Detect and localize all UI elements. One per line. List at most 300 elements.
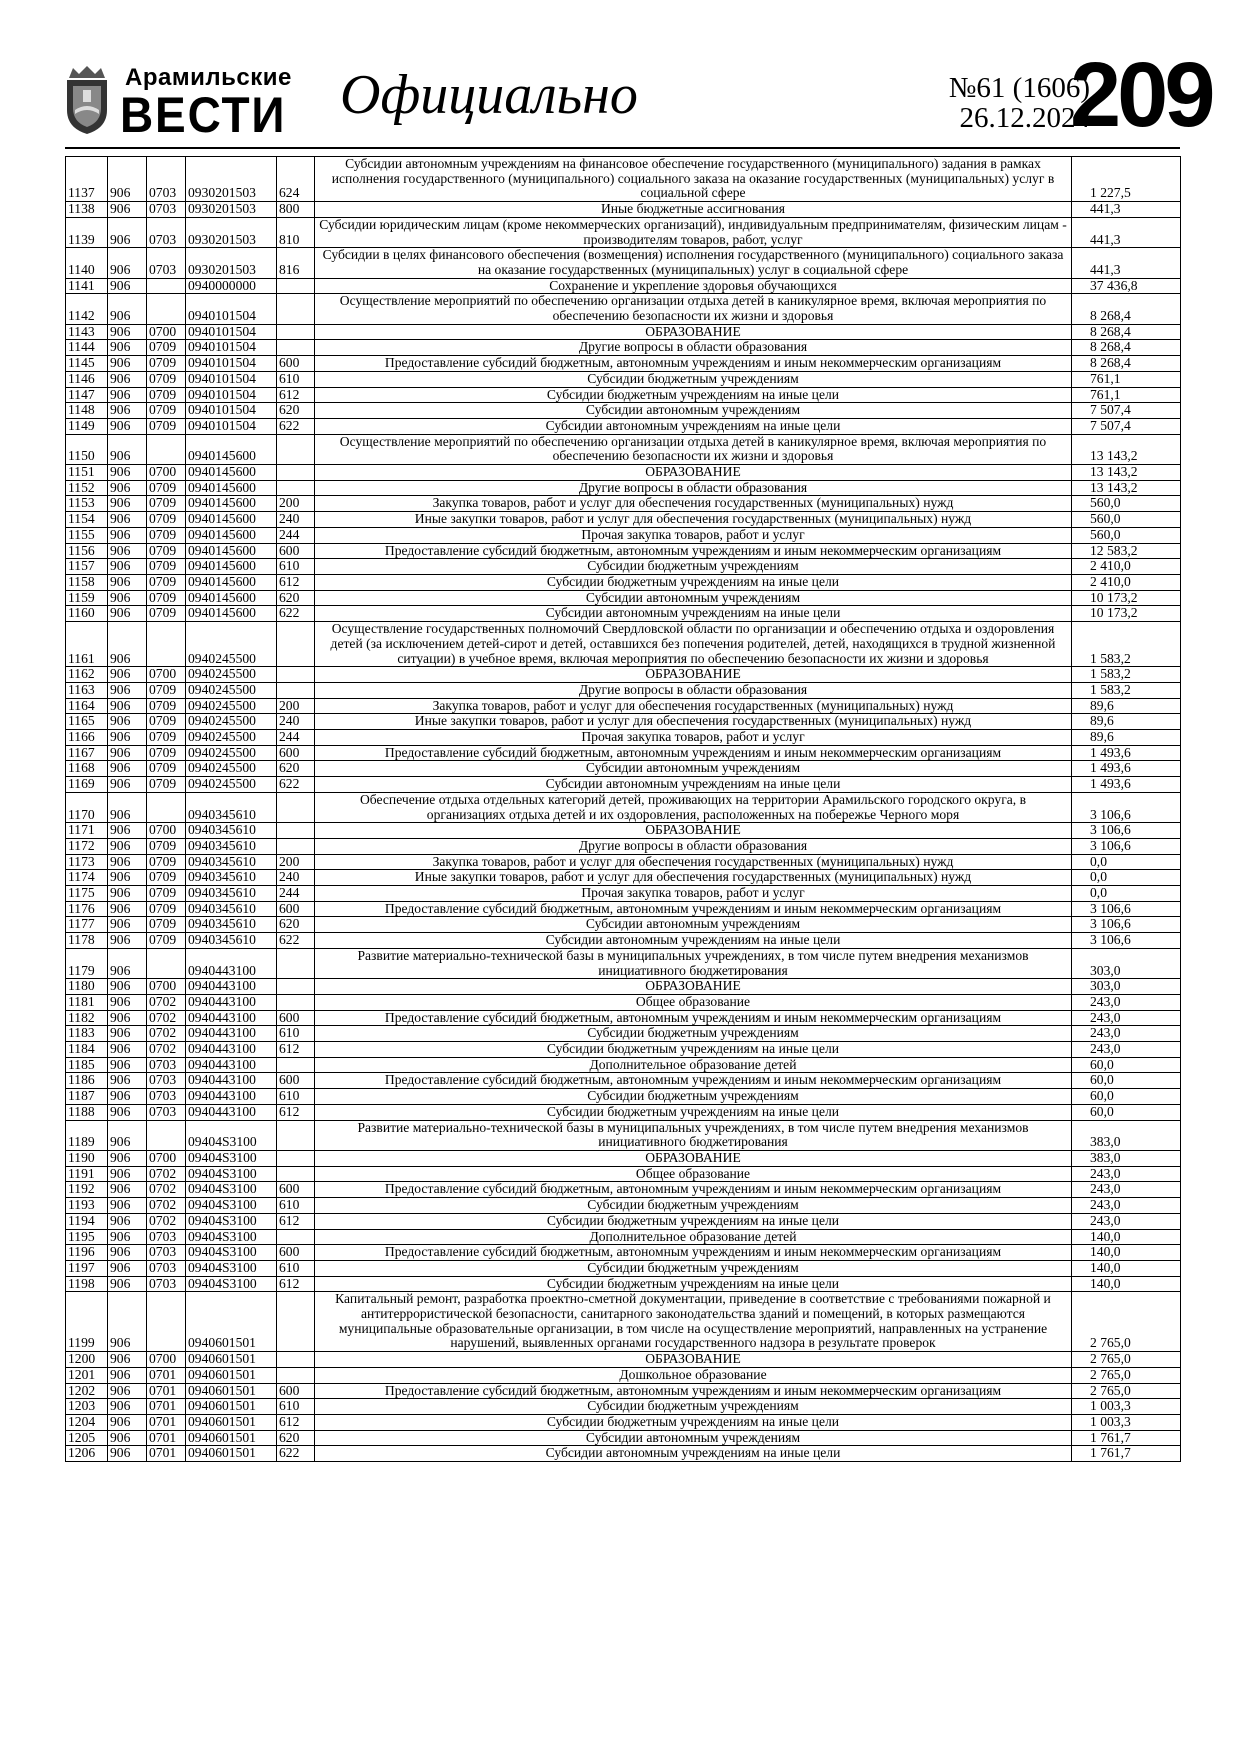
section-code-cell: 0700 xyxy=(147,324,186,340)
description-cell: Общее образование xyxy=(315,1166,1072,1182)
ministry-code-cell: 906 xyxy=(108,622,147,667)
target-article-code-cell: 0940245500 xyxy=(186,730,277,746)
section-code-cell: 0709 xyxy=(147,574,186,590)
table-row xyxy=(66,1229,1181,1245)
expense-type-code-cell xyxy=(277,324,315,340)
section-code-cell: 0702 xyxy=(147,1042,186,1058)
target-article-code-cell: 0940443100 xyxy=(186,1042,277,1058)
description-cell: Прочая закупка товаров, работ и услуг xyxy=(315,730,1072,746)
ministry-code-cell: 906 xyxy=(108,1213,147,1229)
row-number-cell: 1152 xyxy=(66,480,108,496)
description-cell: Развитие материально-технической базы в муниципальных учреждениях, в том числе путем внедрения механизмов инициативного бюджетирования xyxy=(315,948,1072,978)
expense-type-code-cell xyxy=(277,1367,315,1383)
description-cell: Субсидии бюджетным учреждениям на иные цели xyxy=(315,1213,1072,1229)
row-number-cell: 1165 xyxy=(66,714,108,730)
amount-cell: 10 173,2 xyxy=(1072,606,1181,622)
ministry-code-cell: 906 xyxy=(108,480,147,496)
expense-type-code-cell xyxy=(277,823,315,839)
expense-type-code-cell: 610 xyxy=(277,559,315,575)
amount-cell: 0,0 xyxy=(1072,870,1181,886)
description-cell: Предоставление субсидий бюджетным, автономным учреждениям и иным некоммерческим организациям xyxy=(315,1073,1072,1089)
table-row xyxy=(66,1245,1181,1261)
section-code-cell: 0709 xyxy=(147,886,186,902)
ministry-code-cell: 906 xyxy=(108,1166,147,1182)
amount-cell: 2 765,0 xyxy=(1072,1383,1181,1399)
expense-type-code-cell: 610 xyxy=(277,1089,315,1105)
section-code-cell: 0709 xyxy=(147,590,186,606)
amount-cell: 560,0 xyxy=(1072,527,1181,543)
section-code-cell: 0702 xyxy=(147,1198,186,1214)
target-article-code-cell: 0940601501 xyxy=(186,1352,277,1368)
description-cell: Осуществление мероприятий по обеспечению организации отдыха детей в каникулярное время, включая мероприятия по обеспечению безопасности их жизни и здоровья xyxy=(315,294,1072,324)
target-article-code-cell: 0940145600 xyxy=(186,496,277,512)
ministry-code-cell: 906 xyxy=(108,217,147,247)
section-code-cell: 0701 xyxy=(147,1367,186,1383)
target-article-code-cell: 0940145600 xyxy=(186,527,277,543)
row-number-cell: 1146 xyxy=(66,371,108,387)
amount-cell: 2 765,0 xyxy=(1072,1352,1181,1368)
row-number-cell: 1177 xyxy=(66,917,108,933)
amount-cell: 140,0 xyxy=(1072,1276,1181,1292)
description-cell: Субсидии автономным учреждениям на иные цели xyxy=(315,777,1072,793)
description-cell: Закупка товаров, работ и услуг для обеспечения государственных (муниципальных) нужд xyxy=(315,854,1072,870)
amount-cell: 89,6 xyxy=(1072,698,1181,714)
description-cell: Субсидии бюджетным учреждениям xyxy=(315,1026,1072,1042)
expense-type-code-cell: 622 xyxy=(277,418,315,434)
ministry-code-cell: 906 xyxy=(108,979,147,995)
amount-cell: 761,1 xyxy=(1072,387,1181,403)
row-number-cell: 1150 xyxy=(66,434,108,464)
section-code-cell: 0709 xyxy=(147,496,186,512)
target-article-code-cell: 09404S3100 xyxy=(186,1151,277,1167)
ministry-code-cell: 906 xyxy=(108,1120,147,1150)
expense-type-code-cell xyxy=(277,622,315,667)
table-row xyxy=(66,948,1181,978)
target-article-code-cell: 0940601501 xyxy=(186,1367,277,1383)
section-code-cell xyxy=(147,278,186,294)
row-number-cell: 1156 xyxy=(66,543,108,559)
amount-cell: 12 583,2 xyxy=(1072,543,1181,559)
section-code-cell: 0700 xyxy=(147,465,186,481)
target-article-code-cell: 0940601501 xyxy=(186,1383,277,1399)
section-code-cell xyxy=(147,294,186,324)
row-number-cell: 1168 xyxy=(66,761,108,777)
amount-cell: 60,0 xyxy=(1072,1104,1181,1120)
ministry-code-cell: 906 xyxy=(108,1383,147,1399)
amount-cell: 1 761,7 xyxy=(1072,1446,1181,1462)
ministry-code-cell: 906 xyxy=(108,730,147,746)
expense-type-code-cell xyxy=(277,838,315,854)
section-code-cell: 0709 xyxy=(147,698,186,714)
description-cell: Субсидии бюджетным учреждениям на иные цели xyxy=(315,1414,1072,1430)
amount-cell: 8 268,4 xyxy=(1072,324,1181,340)
row-number-cell: 1185 xyxy=(66,1057,108,1073)
row-number-cell: 1137 xyxy=(66,157,108,202)
target-article-code-cell: 0930201503 xyxy=(186,157,277,202)
table-row xyxy=(66,403,1181,419)
expense-type-code-cell: 622 xyxy=(277,1446,315,1462)
description-cell: Субсидии автономным учреждениям xyxy=(315,403,1072,419)
target-article-code-cell: 0940443100 xyxy=(186,979,277,995)
amount-cell: 13 143,2 xyxy=(1072,465,1181,481)
description-cell: Прочая закупка товаров, работ и услуг xyxy=(315,886,1072,902)
section-code-cell: 0709 xyxy=(147,418,186,434)
section-code-cell: 0709 xyxy=(147,559,186,575)
ministry-code-cell: 906 xyxy=(108,1073,147,1089)
description-cell: Иные закупки товаров, работ и услуг для обеспечения государственных (муниципальных) нужд xyxy=(315,512,1072,528)
amount-cell: 1 583,2 xyxy=(1072,667,1181,683)
expense-type-code-cell xyxy=(277,1352,315,1368)
amount-cell: 560,0 xyxy=(1072,512,1181,528)
section-code-cell: 0700 xyxy=(147,979,186,995)
table-row xyxy=(66,217,1181,247)
section-code-cell: 0702 xyxy=(147,1166,186,1182)
section-code-cell: 0709 xyxy=(147,917,186,933)
expense-type-code-cell xyxy=(277,979,315,995)
row-number-cell: 1158 xyxy=(66,574,108,590)
table-row xyxy=(66,917,1181,933)
description-cell: Закупка товаров, работ и услуг для обеспечения государственных (муниципальных) нужд xyxy=(315,496,1072,512)
amount-cell: 243,0 xyxy=(1072,1010,1181,1026)
amount-cell: 303,0 xyxy=(1072,979,1181,995)
row-number-cell: 1153 xyxy=(66,496,108,512)
row-number-cell: 1191 xyxy=(66,1166,108,1182)
target-article-code-cell: 0940101504 xyxy=(186,294,277,324)
expense-type-code-cell: 240 xyxy=(277,512,315,528)
section-code-cell: 0703 xyxy=(147,202,186,218)
target-article-code-cell: 0940245500 xyxy=(186,745,277,761)
table-row xyxy=(66,792,1181,822)
amount-cell: 10 173,2 xyxy=(1072,590,1181,606)
ministry-code-cell: 906 xyxy=(108,682,147,698)
row-number-cell: 1143 xyxy=(66,324,108,340)
ministry-code-cell: 906 xyxy=(108,1260,147,1276)
section-code-cell: 0703 xyxy=(147,1245,186,1261)
table-row xyxy=(66,823,1181,839)
ministry-code-cell: 906 xyxy=(108,1245,147,1261)
description-cell: Субсидии автономным учреждениям на финансовое обеспечение государственного (муниципального) задания в рамках исполнения государственного (муниципального) социального заказа на оказание государственных (муниципальных) услуг в социальной сфере xyxy=(315,157,1072,202)
amount-cell: 1 583,2 xyxy=(1072,622,1181,667)
target-article-code-cell: 0940443100 xyxy=(186,1089,277,1105)
expense-type-code-cell xyxy=(277,1057,315,1073)
description-cell: Субсидии автономным учреждениям на иные цели xyxy=(315,606,1072,622)
ministry-code-cell: 906 xyxy=(108,1414,147,1430)
target-article-code-cell: 09404S3100 xyxy=(186,1166,277,1182)
expense-type-code-cell xyxy=(277,667,315,683)
amount-cell: 441,3 xyxy=(1072,248,1181,278)
table-row xyxy=(66,1276,1181,1292)
expense-type-code-cell: 612 xyxy=(277,1414,315,1430)
amount-cell: 8 268,4 xyxy=(1072,294,1181,324)
section-code-cell: 0709 xyxy=(147,403,186,419)
expense-type-code-cell: 600 xyxy=(277,745,315,761)
expense-type-code-cell: 622 xyxy=(277,933,315,949)
row-number-cell: 1172 xyxy=(66,838,108,854)
section-code-cell: 0700 xyxy=(147,667,186,683)
description-cell: Сохранение и укрепление здоровья обучающихся xyxy=(315,278,1072,294)
ministry-code-cell: 906 xyxy=(108,777,147,793)
ministry-code-cell: 906 xyxy=(108,1057,147,1073)
row-number-cell: 1205 xyxy=(66,1430,108,1446)
section-code-cell: 0701 xyxy=(147,1414,186,1430)
target-article-code-cell: 0940145600 xyxy=(186,590,277,606)
ministry-code-cell: 906 xyxy=(108,917,147,933)
table-row xyxy=(66,1430,1181,1446)
table-row xyxy=(66,324,1181,340)
description-cell: Предоставление субсидий бюджетным, автономным учреждениям и иным некоммерческим организациям xyxy=(315,543,1072,559)
expense-type-code-cell: 622 xyxy=(277,777,315,793)
target-article-code-cell: 0940443100 xyxy=(186,1057,277,1073)
section-code-cell: 0701 xyxy=(147,1430,186,1446)
ministry-code-cell: 906 xyxy=(108,933,147,949)
amount-cell: 60,0 xyxy=(1072,1057,1181,1073)
ministry-code-cell: 906 xyxy=(108,823,147,839)
row-number-cell: 1159 xyxy=(66,590,108,606)
target-article-code-cell: 0940101504 xyxy=(186,418,277,434)
amount-cell: 383,0 xyxy=(1072,1120,1181,1150)
section-code-cell: 0702 xyxy=(147,994,186,1010)
expense-type-code-cell: 612 xyxy=(277,1213,315,1229)
ministry-code-cell: 906 xyxy=(108,994,147,1010)
table-row xyxy=(66,730,1181,746)
table-row xyxy=(66,574,1181,590)
amount-cell: 243,0 xyxy=(1072,1042,1181,1058)
target-article-code-cell: 0940245500 xyxy=(186,622,277,667)
target-article-code-cell: 0940101504 xyxy=(186,324,277,340)
section-code-cell xyxy=(147,1120,186,1150)
expense-type-code-cell: 600 xyxy=(277,1245,315,1261)
row-number-cell: 1198 xyxy=(66,1276,108,1292)
section-code-cell: 0709 xyxy=(147,387,186,403)
ministry-code-cell: 906 xyxy=(108,403,147,419)
row-number-cell: 1160 xyxy=(66,606,108,622)
section-code-cell: 0701 xyxy=(147,1446,186,1462)
expense-type-code-cell: 244 xyxy=(277,527,315,543)
amount-cell: 243,0 xyxy=(1072,1166,1181,1182)
target-article-code-cell: 0930201503 xyxy=(186,248,277,278)
amount-cell: 3 106,6 xyxy=(1072,917,1181,933)
section-code-cell: 0703 xyxy=(147,1260,186,1276)
target-article-code-cell: 0940345610 xyxy=(186,917,277,933)
expense-type-code-cell: 800 xyxy=(277,202,315,218)
row-number-cell: 1206 xyxy=(66,1446,108,1462)
expense-type-code-cell xyxy=(277,480,315,496)
target-article-code-cell: 0940345610 xyxy=(186,792,277,822)
row-number-cell: 1173 xyxy=(66,854,108,870)
target-article-code-cell: 0940245500 xyxy=(186,714,277,730)
expense-type-code-cell: 612 xyxy=(277,387,315,403)
ministry-code-cell: 906 xyxy=(108,157,147,202)
amount-cell: 243,0 xyxy=(1072,1026,1181,1042)
section-code-cell: 0709 xyxy=(147,480,186,496)
table-row xyxy=(66,1399,1181,1415)
section-code-cell: 0709 xyxy=(147,730,186,746)
amount-cell: 243,0 xyxy=(1072,1198,1181,1214)
ministry-code-cell: 906 xyxy=(108,559,147,575)
row-number-cell: 1182 xyxy=(66,1010,108,1026)
description-cell: Субсидии бюджетным учреждениям xyxy=(315,1399,1072,1415)
table-row xyxy=(66,1352,1181,1368)
row-number-cell: 1171 xyxy=(66,823,108,839)
target-article-code-cell: 0940601501 xyxy=(186,1292,277,1352)
amount-cell: 89,6 xyxy=(1072,730,1181,746)
description-cell: Дошкольное образование xyxy=(315,1367,1072,1383)
description-cell: ОБРАЗОВАНИЕ xyxy=(315,667,1072,683)
target-article-code-cell: 0940601501 xyxy=(186,1430,277,1446)
row-number-cell: 1190 xyxy=(66,1151,108,1167)
table-row xyxy=(66,838,1181,854)
description-cell: Субсидии бюджетным учреждениям на иные цели xyxy=(315,1104,1072,1120)
expense-type-code-cell xyxy=(277,1229,315,1245)
expense-type-code-cell: 600 xyxy=(277,1182,315,1198)
section-code-cell: 0709 xyxy=(147,901,186,917)
ministry-code-cell: 906 xyxy=(108,838,147,854)
ministry-code-cell: 906 xyxy=(108,1292,147,1352)
ministry-code-cell: 906 xyxy=(108,901,147,917)
target-article-code-cell: 0940245500 xyxy=(186,777,277,793)
description-cell: Предоставление субсидий бюджетным, автономным учреждениям и иным некоммерческим организациям xyxy=(315,745,1072,761)
issue-date: 26.12.2024 xyxy=(959,102,1090,134)
row-number-cell: 1141 xyxy=(66,278,108,294)
amount-cell: 441,3 xyxy=(1072,202,1181,218)
ministry-code-cell: 906 xyxy=(108,278,147,294)
target-article-code-cell: 0940145600 xyxy=(186,574,277,590)
target-article-code-cell: 0940601501 xyxy=(186,1446,277,1462)
description-cell: Предоставление субсидий бюджетным, автономным учреждениям и иным некоммерческим организациям xyxy=(315,356,1072,372)
description-cell: Предоставление субсидий бюджетным, автономным учреждениям и иным некоммерческим организациям xyxy=(315,1383,1072,1399)
row-number-cell: 1189 xyxy=(66,1120,108,1150)
expense-type-code-cell: 610 xyxy=(277,1198,315,1214)
target-article-code-cell: 0940145600 xyxy=(186,559,277,575)
description-cell: Субсидии бюджетным учреждениям на иные цели xyxy=(315,387,1072,403)
section-code-cell: 0703 xyxy=(147,1276,186,1292)
target-article-code-cell: 0940443100 xyxy=(186,1073,277,1089)
section-code-cell xyxy=(147,1292,186,1352)
description-cell: Осуществление мероприятий по обеспечению организации отдыха детей в каникулярное время, включая мероприятия по обеспечению безопасности их жизни и здоровья xyxy=(315,434,1072,464)
description-cell: Дополнительное образование детей xyxy=(315,1057,1072,1073)
description-cell: Субсидии бюджетным учреждениям xyxy=(315,371,1072,387)
table-row xyxy=(66,1166,1181,1182)
ministry-code-cell: 906 xyxy=(108,948,147,978)
ministry-code-cell: 906 xyxy=(108,1229,147,1245)
header-rule xyxy=(65,147,1180,149)
target-article-code-cell: 0940000000 xyxy=(186,278,277,294)
target-article-code-cell: 0940443100 xyxy=(186,994,277,1010)
ministry-code-cell: 906 xyxy=(108,606,147,622)
target-article-code-cell: 0940245500 xyxy=(186,667,277,683)
description-cell: Предоставление субсидий бюджетным, автономным учреждениям и иным некоммерческим организациям xyxy=(315,1245,1072,1261)
section-code-cell: 0709 xyxy=(147,606,186,622)
row-number-cell: 1162 xyxy=(66,667,108,683)
amount-cell: 37 436,8 xyxy=(1072,278,1181,294)
table-row xyxy=(66,870,1181,886)
amount-cell: 441,3 xyxy=(1072,217,1181,247)
section-code-cell: 0709 xyxy=(147,543,186,559)
row-number-cell: 1195 xyxy=(66,1229,108,1245)
target-article-code-cell: 0940345610 xyxy=(186,838,277,854)
row-number-cell: 1138 xyxy=(66,202,108,218)
target-article-code-cell: 0940345610 xyxy=(186,901,277,917)
amount-cell: 1 493,6 xyxy=(1072,761,1181,777)
description-cell: Субсидии автономным учреждениям на иные цели xyxy=(315,933,1072,949)
section-title: Официально xyxy=(340,64,638,126)
description-cell: Закупка товаров, работ и услуг для обеспечения государственных (муниципальных) нужд xyxy=(315,698,1072,714)
target-article-code-cell: 0940345610 xyxy=(186,870,277,886)
coat-of-arms-icon xyxy=(65,64,109,136)
amount-cell: 3 106,6 xyxy=(1072,792,1181,822)
budget-table xyxy=(65,156,1181,1462)
expense-type-code-cell: 610 xyxy=(277,1399,315,1415)
row-number-cell: 1139 xyxy=(66,217,108,247)
description-cell: ОБРАЗОВАНИЕ xyxy=(315,324,1072,340)
section-code-cell xyxy=(147,434,186,464)
amount-cell: 7 507,4 xyxy=(1072,418,1181,434)
ministry-code-cell: 906 xyxy=(108,745,147,761)
expense-type-code-cell xyxy=(277,1166,315,1182)
issue-info xyxy=(877,73,1090,133)
ministry-code-cell: 906 xyxy=(108,1104,147,1120)
ministry-code-cell: 906 xyxy=(108,870,147,886)
section-code-cell: 0709 xyxy=(147,761,186,777)
table-row xyxy=(66,480,1181,496)
ministry-code-cell: 906 xyxy=(108,202,147,218)
amount-cell: 243,0 xyxy=(1072,1213,1181,1229)
ministry-code-cell: 906 xyxy=(108,496,147,512)
section-code-cell: 0709 xyxy=(147,838,186,854)
ministry-code-cell: 906 xyxy=(108,1042,147,1058)
target-article-code-cell: 0940443100 xyxy=(186,1026,277,1042)
table-row xyxy=(66,294,1181,324)
ministry-code-cell: 906 xyxy=(108,371,147,387)
amount-cell: 140,0 xyxy=(1072,1245,1181,1261)
table-row xyxy=(66,901,1181,917)
row-number-cell: 1154 xyxy=(66,512,108,528)
table-row xyxy=(66,606,1181,622)
section-code-cell: 0700 xyxy=(147,1151,186,1167)
amount-cell: 60,0 xyxy=(1072,1089,1181,1105)
table-row xyxy=(66,1383,1181,1399)
amount-cell: 1 003,3 xyxy=(1072,1414,1181,1430)
table-row xyxy=(66,1010,1181,1026)
section-code-cell: 0709 xyxy=(147,512,186,528)
amount-cell: 2 410,0 xyxy=(1072,574,1181,590)
ministry-code-cell: 906 xyxy=(108,1010,147,1026)
ministry-code-cell: 906 xyxy=(108,465,147,481)
expense-type-code-cell xyxy=(277,948,315,978)
table-row xyxy=(66,682,1181,698)
table-row xyxy=(66,1446,1181,1462)
amount-cell: 13 143,2 xyxy=(1072,480,1181,496)
row-number-cell: 1199 xyxy=(66,1292,108,1352)
section-code-cell: 0702 xyxy=(147,1010,186,1026)
description-cell: Капитальный ремонт, разработка проектно-сметной документации, приведение в соответствие с требованиями пожарной и антитеррористической безопасности, санитарного законодательства зданий и помещений, в которых размещаются муниципальные образовательные организации, в том числе на осуществление мероприятий, направленных на устранение нарушений, выявленных органами государственного надзора в результате проверок xyxy=(315,1292,1072,1352)
description-cell: ОБРАЗОВАНИЕ xyxy=(315,823,1072,839)
description-cell: Иные бюджетные ассигнования xyxy=(315,202,1072,218)
table-row xyxy=(66,933,1181,949)
amount-cell: 1 227,5 xyxy=(1072,157,1181,202)
expense-type-code-cell: 620 xyxy=(277,917,315,933)
section-code-cell: 0709 xyxy=(147,745,186,761)
expense-type-code-cell: 612 xyxy=(277,1042,315,1058)
amount-cell: 8 268,4 xyxy=(1072,340,1181,356)
amount-cell: 3 106,6 xyxy=(1072,933,1181,949)
section-code-cell: 0703 xyxy=(147,217,186,247)
row-number-cell: 1186 xyxy=(66,1073,108,1089)
ministry-code-cell: 906 xyxy=(108,698,147,714)
table-row xyxy=(66,356,1181,372)
amount-cell: 1 761,7 xyxy=(1072,1430,1181,1446)
target-article-code-cell: 0940345610 xyxy=(186,933,277,949)
